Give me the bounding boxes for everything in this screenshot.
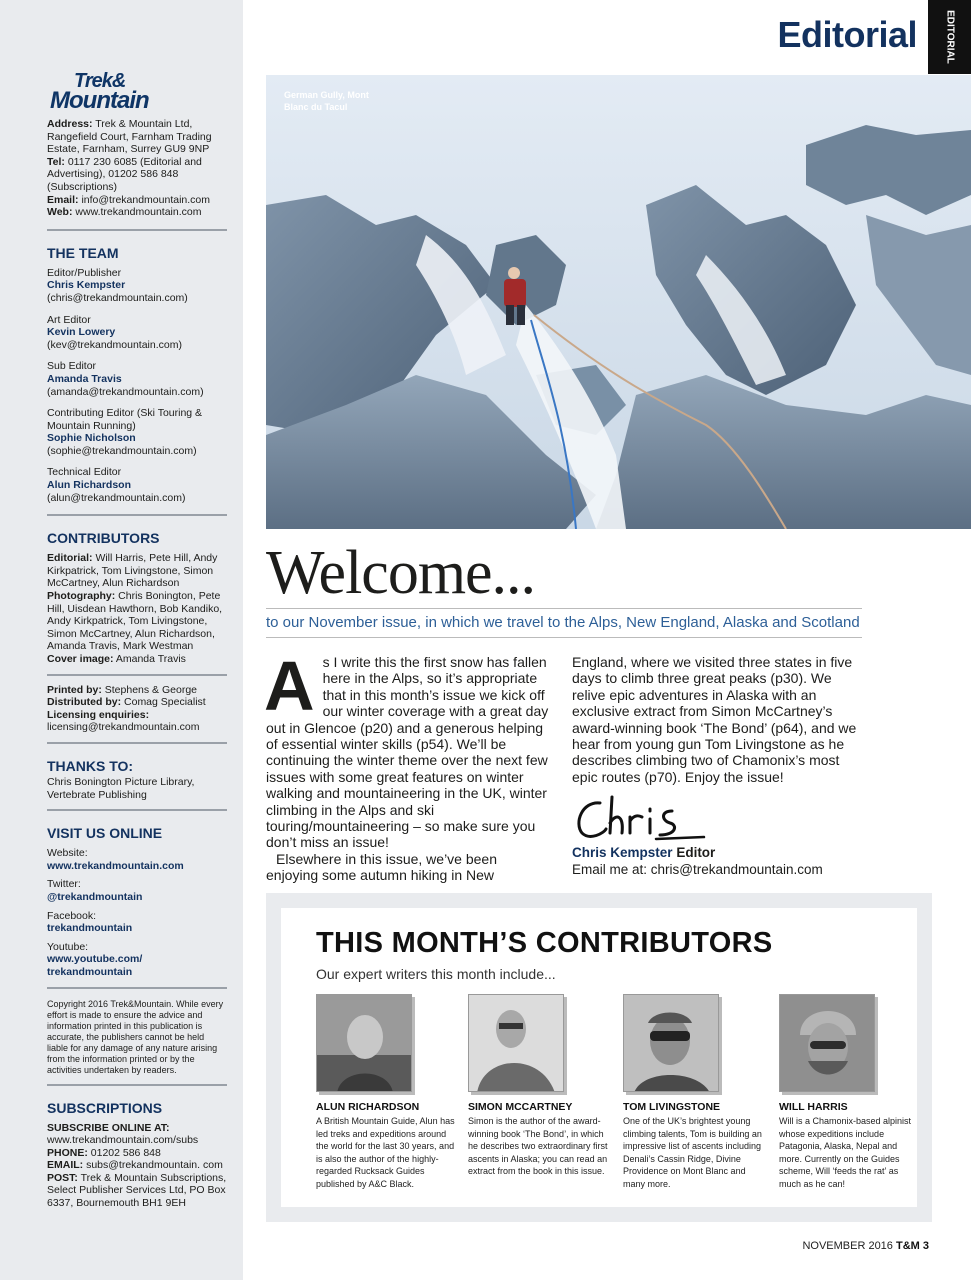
article-headline: Welcome... [266, 539, 536, 607]
contributor-portrait [623, 994, 719, 1092]
contributors-panel [266, 893, 932, 1222]
visit-heading: VISIT US ONLINE [47, 825, 163, 842]
contributor-card [779, 994, 921, 1191]
email-block: Email: info@trekandmountain.com [47, 193, 210, 206]
contributor-portrait [779, 994, 875, 1092]
contributor-name: SIMON MCCARTNEY [468, 1101, 573, 1113]
contributor-name: WILL HARRIS [779, 1101, 848, 1113]
team-member: Contributing Editor (Ski Touring & Mountain Running) Sophie Nicholson (sophie@trekandmountain.com) [47, 407, 203, 457]
portrait-image [780, 995, 875, 1092]
email-link[interactable]: info@trekandmountain.com [81, 193, 210, 206]
contributor-portrait [468, 994, 564, 1092]
credits: Editorial: Will Harris, Pete Hill, Andy Kirkpatrick, Tom Livingstone, Simon McCartney, Alun Richardson Photography: Chris Bonington, Pete Hill, Uisdean Hawthorn, Bob Kandiko, Andy Kirkpatrick, Tom Livingstone, Simon McCartney, Alun Richardson, Amanda Travis, Mark Westman Cover image: Amanda Travis [47, 552, 223, 665]
contributor-bio: Simon is the author of the award-winning book ‘The Bond’, in which he describes two extraordinary first ascents in Alaska; you can read an extract from the book in this issue. [468, 1116, 608, 1177]
contributor-name: TOM LIVINGSTONE [623, 1101, 721, 1113]
contributor-bio: A British Mountain Guide, Alun has led treks and expeditions around the world for the last 30 years, and is also the author of the highly-regarded Rucksack Guides published by A&C Black. [316, 1116, 455, 1189]
body-paragraph: England, where we visited three states in five days to climb three great peaks (p30). We relive epic adventures in Alaska with an exclusive extract from Simon McCartney’s award-winning book ‘The Bond’ (p64), and we hear from young gun Tom Livingstone as he describes climbing two of Chamonix’s most epic routes (p70). Enjoy the issue! [572, 654, 857, 785]
divider [47, 742, 227, 744]
divider [47, 987, 227, 989]
subs-email-link[interactable]: subs@trekandmountain. com [86, 1159, 223, 1172]
page-folio: NOVEMBER 2016 T&M 3 [802, 1240, 929, 1252]
online-links: Website: www.trekandmountain.com Twitter: @trekandmountain Facebook: trekandmountain Youtube: www.youtube.com/ trekandmountain [47, 847, 227, 978]
editor-signature [572, 793, 712, 845]
trek-mountain-logo: Trek& Mountain [50, 70, 149, 114]
body-column-1 [264, 647, 553, 884]
team-heading: THE TEAM [47, 244, 119, 261]
contributor-portrait [316, 994, 412, 1092]
contributors-heading: THIS MONTH’S CONTRIBUTORS [316, 927, 773, 959]
contributor-bio: Will is a Chamonix-based alpinist whose expeditions include Patagonia, Alaska, Nepal and more. Currently on the Guides scheme, Will ‘feeds the rat’ as much as he can! [779, 1116, 912, 1189]
masthead-sidebar [0, 0, 243, 1280]
hero-photo [266, 75, 971, 529]
drop-cap: A [264, 647, 315, 725]
copyright-notice: Copyright 2016 Trek&Mountain. While every effort is made to ensure the advice and information printed in this publication is accurate, the publishers cannot be held liable for any damage of any nature arising from the information printed or by the activities undertaken by readers. [47, 998, 224, 1075]
team-member: Sub Editor Amanda Travis (amanda@trekandmountain.com) [47, 360, 204, 398]
divider [47, 809, 227, 811]
web-block: Web: www.trekandmountain.com [47, 206, 202, 219]
thanks-text: Chris Bonington Picture Library, Vertebrate Publishing [47, 775, 195, 801]
standfirst: to our November issue, in which we travel to the Alps, New England, Alaska and Scotland [266, 608, 862, 638]
tel-block: Tel: 0117 230 6085 (Editorial and Advertising), 01202 586 848 (Subscriptions) [47, 155, 202, 193]
photo-caption: German Gully, Mont Blanc du Tacul [284, 90, 369, 112]
team-member: Technical Editor Alun Richardson (alun@trekandmountain.com) [47, 466, 186, 504]
contributor-card [623, 994, 765, 1191]
contributor-bio: One of the UK’s brightest young climbing talents, Tom is building an impressive list of ascents including Denali’s Cassin Ridge, Divine Providence on Mont Blanc and many more. [623, 1116, 762, 1189]
team-member: Editor/Publisher Chris Kempster (chris@trekandmountain.com) [47, 266, 188, 304]
contributor-card [316, 994, 458, 1191]
divider [47, 674, 227, 676]
portrait-image [624, 995, 719, 1092]
print-credits: Printed by: Stephens & George Distributed by: Comag Specialist Licensing enquiries: licensing@trekandmountain.com [47, 683, 206, 734]
twitter-link[interactable]: @trekandmountain [47, 890, 143, 903]
address-block: Address: Trek & Mountain Ltd, Rangefield Court, Farnham Trading Estate, Farnham, Surrey GU9 9NP [47, 118, 212, 156]
editor-byline: Chris Kempster Editor [572, 845, 716, 861]
website-link[interactable]: www.trekandmountain.com [47, 859, 184, 872]
contributor-name: ALUN RICHARDSON [316, 1101, 420, 1113]
body-paragraph: Elsewhere in this issue, we’ve been enjoying some autumn hiking in New [266, 850, 498, 884]
divider [47, 1084, 227, 1086]
web-link[interactable]: www.trekandmountain.com [75, 206, 202, 219]
body-paragraph: s I write this the first snow has fallen here in the Alps, so it’s appropriate that in this month’s issue we kick off our winter coverage with a great day out in Glencoe (p20) and a generous helping of essential winter skills (p54). We’ll be continuing the winter theme over the next few issues with some great features on winter walking and mountaineering in the UK, winter climbing in the Alps and ski touring/mountaineering – so make sure you don’t miss an issue! [266, 654, 549, 851]
page-title: Editorial [777, 14, 917, 55]
body-column-2 [572, 654, 862, 878]
thanks-heading: THANKS TO: [47, 757, 134, 774]
contributor-card [468, 994, 610, 1178]
mountain-gully-illustration [266, 75, 971, 529]
contact-details [47, 118, 227, 219]
subscription-details: SUBSCRIBE ONLINE AT: www.trekandmountain.com/subs PHONE: 01202 586 848 EMAIL: subs@trekandmountain. com POST: Trek & Mountain Subscriptions, Select Publisher Services Ltd, PO Box 6337, Bournemouth BH1 9EH [47, 1121, 227, 1210]
team-list [47, 267, 227, 505]
youtube-link[interactable]: www.youtube.com/ trekandmountain [47, 953, 143, 978]
portrait-image [469, 995, 564, 1092]
divider [47, 229, 227, 231]
editor-email[interactable]: Email me at: chris@trekandmountain.com [572, 861, 823, 877]
subscriptions-heading: SUBSCRIPTIONS [47, 1099, 163, 1116]
contributors-subheading: Our expert writers this month include... [316, 966, 556, 982]
portrait-image [317, 995, 412, 1092]
facebook-link[interactable]: trekandmountain [47, 922, 133, 935]
section-tab: EDITORIAL [928, 0, 971, 74]
subscribe-link[interactable]: www.trekandmountain.com/subs [47, 1134, 199, 1147]
divider [47, 514, 227, 516]
team-member: Art Editor Kevin Lowery (kev@trekandmountain.com) [47, 313, 182, 351]
contributors-heading: CONTRIBUTORS [47, 530, 160, 547]
